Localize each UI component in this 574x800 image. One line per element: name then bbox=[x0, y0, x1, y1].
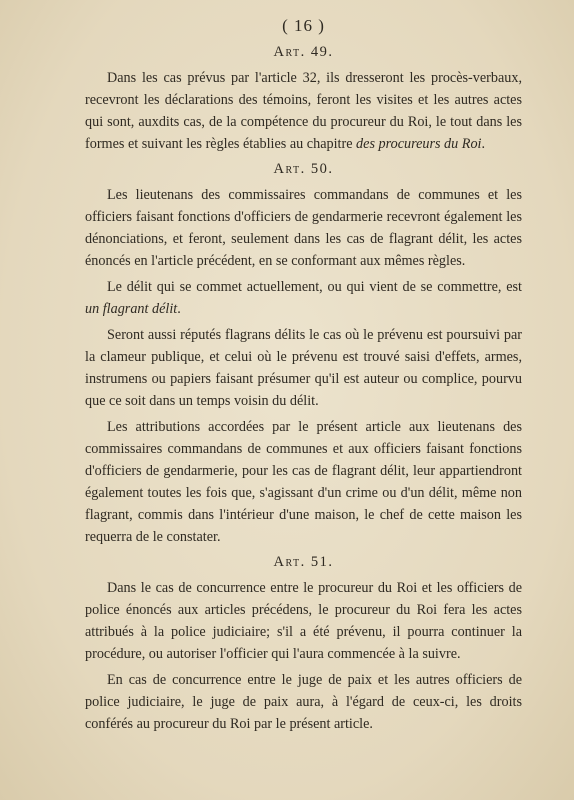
article-heading-50: Art. 50. bbox=[273, 161, 334, 177]
italic-text-run: un flagrant délit bbox=[85, 301, 178, 317]
text-run: . bbox=[177, 301, 181, 317]
italic-text-run: des procureurs du Roi bbox=[356, 136, 482, 152]
article-51-paragraph-1 bbox=[85, 577, 522, 665]
text-run: . bbox=[481, 136, 486, 152]
text-run: Dans le cas de concurrence entre le procureur du Roi et les officiers de police énoncés aux articles précédens, le procureur du Roi fera les actes attribués à la police judiciaire; s'il a été prévenu, il pourra continuer la procédure, ou autoriser l'officier qui l'aura commencée à la suivre. bbox=[85, 580, 522, 662]
article-50-paragraph-1 bbox=[85, 184, 522, 272]
article-50-paragraph-4 bbox=[85, 416, 522, 548]
page-number: ( 16 ) bbox=[282, 16, 325, 35]
article-heading-49: Art. 49. bbox=[273, 44, 334, 60]
article-50-paragraph-3 bbox=[85, 324, 522, 412]
article-51-paragraph-2 bbox=[85, 669, 522, 735]
article-heading-51: Art. 51. bbox=[273, 554, 334, 570]
text-run: Le délit qui se commet actuellement, ou qui vient de se commettre, est bbox=[107, 279, 522, 295]
text-run: Les attributions accordées par le présent article aux lieutenans des commissaires commandans de communes et aux officiers faisant fonctions d'officiers de gendarmerie, pour les cas de flagrant délit, leur appartiendront également toutes les fois que, s'agissant d'un crime ou d'un délit, même non flagrant, commis dans l'intérieur d'une maison, le chef de cette maison les requerra de le constater. bbox=[85, 419, 522, 545]
article-49-paragraph-1 bbox=[85, 67, 522, 155]
text-run: Les lieutenans des commissaires commandans de communes et les officiers faisant fonctions d'officiers de gendarmerie recevront également les dénonciations, et feront, seulement dans les cas de flagrant délit, les actes énoncés en l'article précédent, en se conformant aux mêmes règles. bbox=[85, 187, 522, 269]
text-run: En cas de concurrence entre le juge de paix et les autres officiers de police judiciaire, le juge de paix aura, à l'égard de ceux-ci, les droits conférés au procureur du Roi par le présent article. bbox=[85, 672, 522, 732]
text-run: Seront aussi réputés flagrans délits le cas où le prévenu est poursuivi par la clameur publique, et celui où le prévenu est trouvé saisi d'effets, armes, instrumens ou papiers faisant présumer qu'il est auteur ou complice, pourvu que ce soit dans un temps voisin du délit. bbox=[85, 327, 522, 409]
text-run: Dans les cas prévus par l'article 32, ils dresseront les procès-verbaux, recevront les déclarations des témoins, feront les visites et les autres actes qui sont, auxdits cas, de la compétence du procureur du Roi, le tout dans les formes et suivant les règles établies au chapitre bbox=[85, 70, 522, 152]
article-50-paragraph-2 bbox=[85, 276, 522, 320]
